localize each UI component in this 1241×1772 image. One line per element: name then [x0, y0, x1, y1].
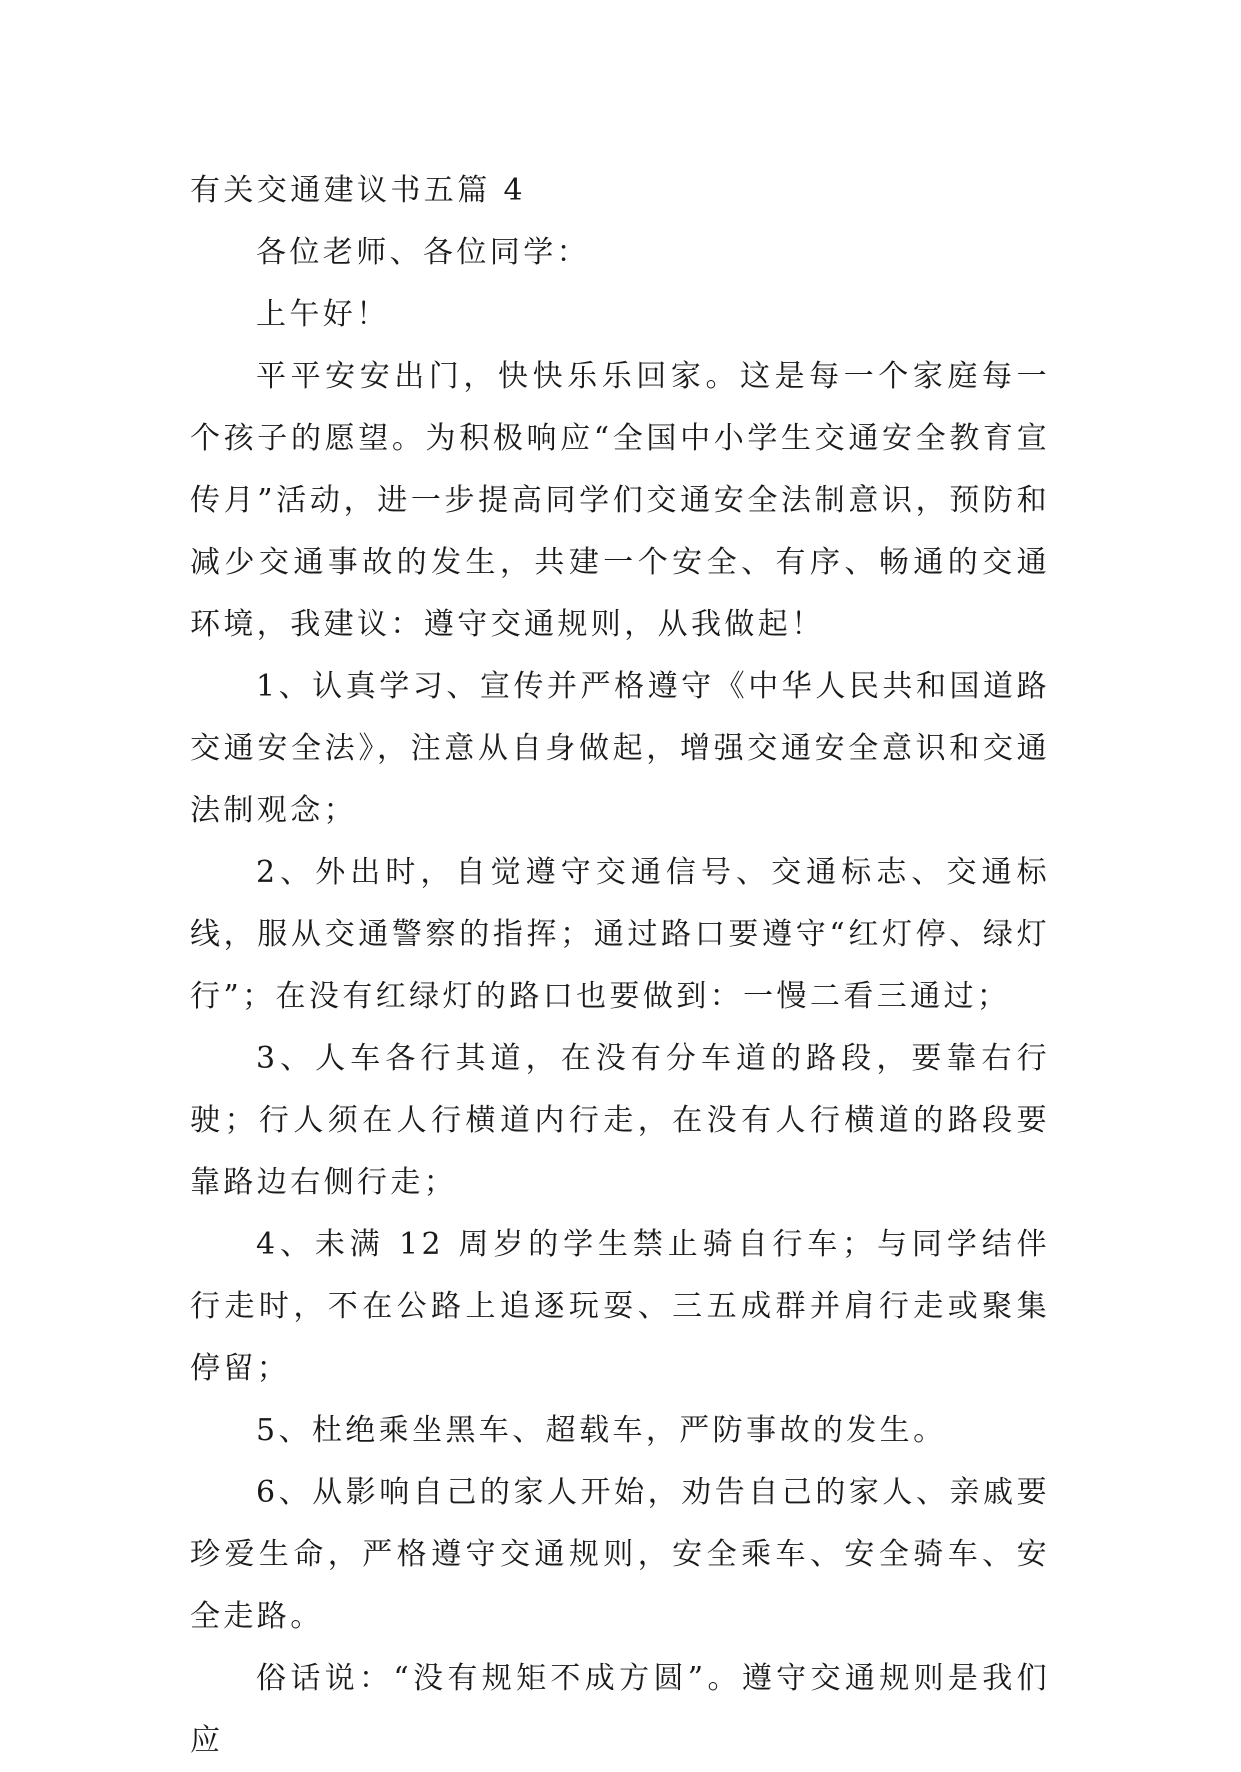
paragraph-good-morning: 上午好！ [256, 297, 390, 332]
paragraph-item-5: 5、杜绝乘坐黑车、超载车，严防事故的发生。 [256, 1413, 947, 1448]
paragraph-item-4: 4、未满 12 周岁的学生禁止骑自行车；与同学结伴行走时，不在公路上追逐玩耍、三五成群并肩行走或聚集停留； [190, 1227, 1050, 1386]
paragraph-item-3: 3、人车各行其道，在没有分车道的路段，要靠右行驶；行人须在人行横道内行走，在没有人行横道的路段要靠路边右侧行走； [190, 1041, 1050, 1200]
paragraph-proverb: 俗话说：“没有规矩不成方圆”。遵守交通规则是我们应 [190, 1661, 1050, 1758]
paragraph-greeting: 各位老师、各位同学： [256, 235, 590, 270]
paragraph-item-2: 2、外出时，自觉遵守交通信号、交通标志、交通标线，服从交通警察的指挥；通过路口要遵守“红灯停、绿灯行”；在没有红绿灯的路口也要做到：一慢二看三通过； [190, 855, 1050, 1014]
document-page [190, 160, 1050, 1772]
paragraph-item-1: 1、认真学习、宣传并严格遵守《中华人民共和国道路交通安全法》，注意从自身做起，增强交通安全意识和交通法制观念； [190, 669, 1050, 828]
paragraph-item-6: 6、从影响自己的家人开始，劝告自己的家人、亲戚要珍爱生命，严格遵守交通规则，安全乘车、安全骑车、安全走路。 [190, 1475, 1050, 1634]
document-title: 有关交通建议书五篇 4 [190, 173, 527, 208]
paragraph-intro: 平平安安出门，快快乐乐回家。这是每一个家庭每一个孩子的愿望。为积极响应“全国中小学生交通安全教育宣传月”活动，进一步提高同学们交通安全法制意识，预防和减少交通事故的发生，共建一个安全、有序、畅通的交通环境，我建议：遵守交通规则，从我做起！ [190, 359, 1050, 642]
